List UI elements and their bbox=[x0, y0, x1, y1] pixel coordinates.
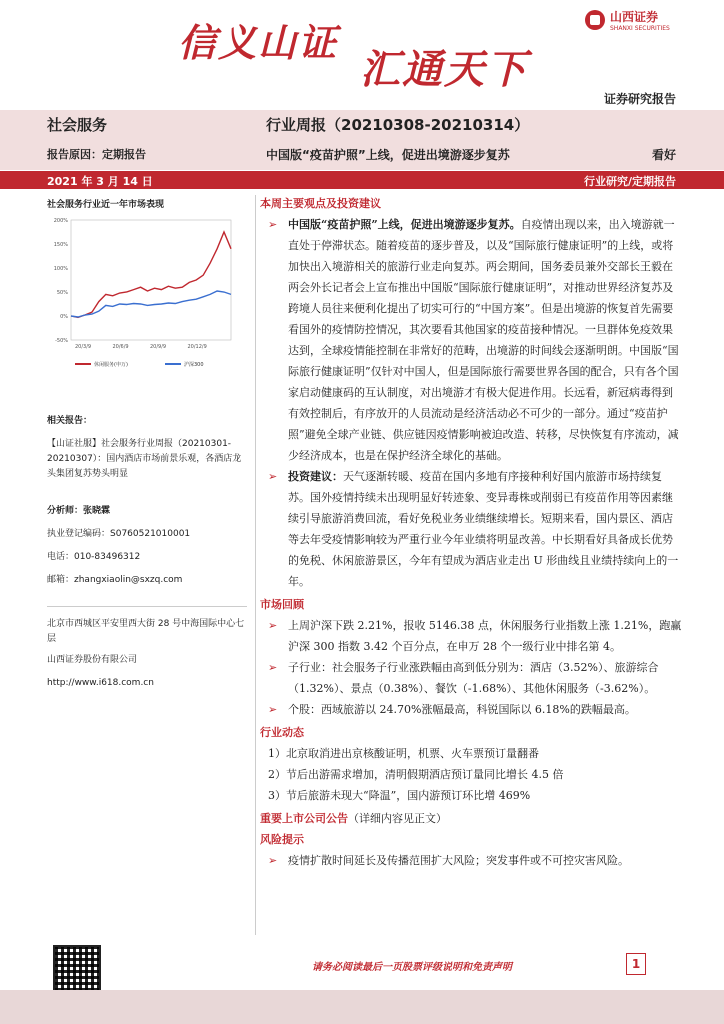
report-date: 2021 年 3 月 14 日 bbox=[47, 175, 153, 188]
trend-item: 3）节后旅游未现大“降温”，国内游预订环比增 469% bbox=[268, 789, 531, 802]
announcements-note: （详细内容见正文） bbox=[348, 812, 447, 825]
license-number: 执业登记编码：S0760521010001 bbox=[47, 529, 191, 539]
paragraph-investment bbox=[260, 466, 682, 592]
logo-icon bbox=[585, 10, 605, 30]
y-tick-label: 50% bbox=[56, 290, 68, 296]
email[interactable]: 邮箱：zhangxiaolin@sxzq.com bbox=[47, 575, 183, 585]
address: 北京市西城区平安里西大街 28 号中海国际中心七层 bbox=[47, 606, 247, 647]
paragraph-lead: 投资建议： bbox=[288, 470, 343, 483]
plot-frame bbox=[71, 220, 231, 340]
y-tick-label: 0% bbox=[60, 314, 68, 320]
bullet-icon: ➢ bbox=[268, 854, 278, 867]
related-title: 相关报告： bbox=[47, 416, 93, 426]
bullet-icon: ➢ bbox=[268, 619, 278, 632]
y-tick-label: 150% bbox=[53, 242, 68, 248]
legend-label: 沪深300 bbox=[184, 362, 204, 368]
trend-item: 1）北京取消进出京核酸证明，机票、火车票预订量翻番 bbox=[268, 747, 539, 760]
page-number: 1 bbox=[626, 953, 646, 975]
market-text: 个股：西域旅游以 24.70%涨幅最高，科锐国际以 6.18%的跌幅最高。 bbox=[288, 703, 636, 716]
x-tick-label: 20/12/9 bbox=[187, 344, 207, 350]
report-subtitle: 中国版“疫苗护照”上线，促进出境游逐步复苏 bbox=[266, 148, 510, 162]
company-logo bbox=[585, 8, 670, 32]
section-heading-announcements bbox=[260, 808, 682, 829]
legend-label: 休闲服务(申万) bbox=[94, 362, 128, 368]
bullet-icon: ➢ bbox=[268, 703, 278, 716]
brand-slogan-1: 信义山证 bbox=[178, 20, 339, 65]
phone: 电话：010-83496312 bbox=[47, 552, 141, 562]
performance-chart bbox=[47, 214, 247, 384]
footer-band bbox=[0, 990, 724, 1024]
risk-text: 疫情扩散时间延长及传播范围扩大风险；突发事件或不可控灾害风险。 bbox=[288, 854, 629, 867]
brand-slogan-2: 汇通天下 bbox=[360, 46, 528, 93]
paragraph-lead: 中国版“疫苗护照”上线，促进出境游逐步复苏。 bbox=[288, 218, 521, 231]
y-tick-label: -50% bbox=[55, 338, 68, 344]
column-divider bbox=[255, 195, 256, 935]
logo-english: SHANXI SECURITIES bbox=[610, 25, 670, 32]
paragraph-vaccine-passport bbox=[260, 214, 682, 466]
paragraph-body: 自疫情出现以来，出入境游就一直处于停滞状态。随着疫苗的逐步普及，以及“国际旅行健康证明”的上线，或将加快出入境游相关的旅游行业走向复苏。两会期间，国务委员兼外交部长王毅在两会外长记者会上宣布推出中国版“国际旅行健康证明”，对推动世界经济复苏及跨境人员往来便利化提出了切实可行的“中国方案”。但是出境游的恢复首先需要看国外的疫情防控情况，其次要看其他国家的疫苗接种情况。一旦群体免疫效果达到，全球疫情能控制在非常好的范畴，出境游的时间线会逐渐明朗。中国版“国际旅行健康证明”仅针对中国人，但是国际旅行需要世界各国的配合，只有各个国家启动健康码的互认制度，对出境游才有极大促进作用。长远看，新冠病毒得到有效控制后，有序放开的人员流动是经济活动必不可少的一部分。通过“疫苗护照”避免全球产业链、供应链因疫情影响被迫改造、转移，尽快恢复有序流动，减少经济成本，也是在保护经济全球化的基础。 bbox=[288, 218, 679, 462]
company-name: 山西证券股份有限公司 bbox=[47, 655, 138, 665]
trend-item: 2）节后出游需求增加，清明假期酒店预订量同比增长 4.5 倍 bbox=[268, 768, 564, 781]
sector-title: 社会服务 bbox=[47, 116, 108, 134]
report-reason: 报告原因：定期报告 bbox=[47, 148, 146, 161]
market-text: 上周沪深下跌 2.21%，报收 5146.38 点，休闲服务行业指数上涨 1.21%，跑赢沪深 300 指数 3.42 个百分点，在申万 28 个一级行业中排名第 4。 bbox=[288, 619, 682, 653]
y-tick-label: 200% bbox=[53, 218, 68, 224]
date-bar bbox=[0, 171, 724, 189]
report-type: 证券研究报告 bbox=[603, 92, 676, 106]
market-text: 子行业：社会服务子行业涨跌幅由高到低分别为：酒店（3.52%）、旅游综合（1.32%）、景点（0.38%）、餐饮（-1.68%）、其他休闲服务（-3.62%）。 bbox=[288, 661, 659, 695]
bullet-icon: ➢ bbox=[268, 661, 278, 674]
bullet-icon: ➢ bbox=[268, 470, 278, 483]
section-heading-views: 本周主要观点及投资建议 bbox=[260, 197, 381, 210]
qr-code bbox=[53, 945, 101, 993]
section-heading-risk: 风险提示 bbox=[260, 833, 304, 846]
website-link[interactable]: http://www.i618.com.cn bbox=[47, 678, 154, 688]
related-report[interactable]: 【山证社服】社会服务行业周报（20210301-20210307）：国内酒店市场前景乐观，各酒店龙头集团复苏势头明显 bbox=[47, 439, 242, 479]
report-title: 行业周报（20210308-20210314） bbox=[266, 116, 530, 134]
series-line bbox=[71, 291, 231, 317]
x-tick-label: 20/6/9 bbox=[112, 344, 129, 350]
disclaimer-note: 请务必阅读最后一页股票评级说明和免责声明 bbox=[312, 962, 512, 973]
section-heading-trends: 行业动态 bbox=[260, 726, 304, 739]
announcements-title: 重要上市公司公告 bbox=[260, 812, 348, 825]
bullet-icon: ➢ bbox=[268, 218, 278, 231]
market-item bbox=[260, 657, 682, 699]
section-heading-market: 市场回顾 bbox=[260, 598, 304, 611]
rating: 看好 bbox=[651, 148, 676, 162]
logo-name: 山西证券 bbox=[610, 10, 659, 24]
risk-item bbox=[260, 850, 682, 871]
market-item bbox=[260, 615, 682, 657]
report-category: 行业研究/定期报告 bbox=[583, 175, 676, 188]
analyst: 分析师：张晓霖 bbox=[47, 506, 111, 516]
paragraph-body: 天气逐渐转暖、疫苗在国内多地有序接种利好国内旅游市场持续复苏。国外疫情持续未出现明显好转迹象、变异毒株或削弱已有疫苗作用等因素继续引导旅游消费回流，看好免税业务业绩继续增长。短期来看，国内景区、酒店等去年受疫情影响较为严重行业今年业绩将明显改善。中长期看好具备成长优势的免税、休闲旅游景区，今年有望成为酒店业走出 U 形曲线且业绩持续向上的一年。 bbox=[288, 470, 679, 588]
x-tick-label: 20/9/9 bbox=[150, 344, 167, 350]
y-tick-label: 100% bbox=[53, 266, 68, 272]
market-item bbox=[260, 699, 682, 720]
x-tick-label: 20/3/9 bbox=[75, 344, 92, 350]
chart-title: 社会服务行业近一年市场表现 bbox=[47, 200, 165, 210]
